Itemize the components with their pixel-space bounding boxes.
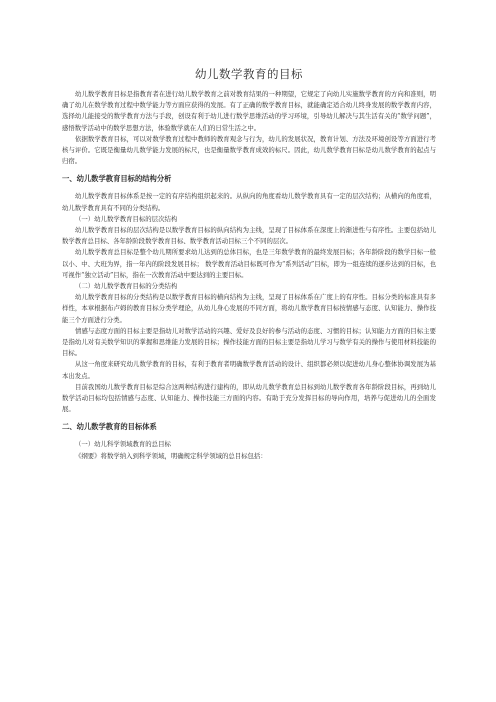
paragraph-evaluation: 依据数学教育目标，可以对数学教育过程中教师的教育观念与行为，幼儿的发展状况，教育计划、方法及环境创设等方面进行考核与评价。它既是衡量幼儿数学能力发展的标尺，也是衡量数学教育成效的标尺。因此，幼儿数学教育目标是幼儿数学教育的起点与归宿。: [62, 134, 436, 166]
subsection-heading-classification: （二）幼儿数学教育目标的分类结构: [75, 282, 178, 291]
subsection-heading-levels: （一）幼儿数学教育目标的层次结构: [75, 214, 178, 223]
paragraph-structure-overview: 幼儿数学教育目标体系是按一定的有序结构组织起来的。从纵向的角度看幼儿数学教育具有一定的层次结构；从横向的角度看，幼儿数学教育具有不同的分类结构。: [62, 192, 436, 212]
paragraph-current-system: 目前我国幼儿数学教育目标是综合这两种结构进行建构的，即从幼儿数学教育总目标到幼儿数学教育各年龄阶段目标，再到幼儿数学活动目标均包括情感与态度、认知能力、操作技能三方面的内容。有助于充分发挥目标的导向作用，培养与促进幼儿的全面发展。: [62, 382, 436, 414]
paragraph-three-aspects: 情感与态度方面的目标主要是指幼儿对数学活动的兴趣、爱好及良好的参与活动的态度、习惯的目标；认知能力方面的目标主要是指幼儿对有关数学知识的掌握和思维能力发展的目标；操作技能方面的目标主要是指幼儿学习与数学有关的操作与使用材料技能的目标。: [62, 326, 436, 358]
paragraph-outline: 《纲要》将数学纳入到科学领域，明确规定科学领域的总目标包括：: [75, 451, 267, 460]
paragraph-intro: 幼儿数学教育目标是指教育者在进行幼儿数学教育之前对教育结果的一种期望，它规定了向幼儿实施数学教育的方向和准则，明确了幼儿在数学教育过程中数学能力等方面应获得的发展。有了正确的数学教育目标，就能确定适合幼儿终身发展的数学教育内容，选择幼儿能接受的数学教育方法与手段，创设有利于幼儿进行数学思维活动的学习环境，引导幼儿解决与其生活有关的“数学问题”，感悟数学活动中的数学思想方法，体验数学就在人们的日常生活之中。: [62, 90, 436, 132]
section-heading-structure: 一、幼儿数学教育目标的结构分析: [62, 174, 172, 184]
paragraph-classification: 幼儿数学教育目标的分类结构是以数学教育目标的横向结构为主线，呈现了目标体系在广度上的有序性。目标分类的标准具有多样性，本章根据布卢姆的教育目标分类学理论，从幼儿身心发展的不同方面，将幼儿数学教育目标按情感与态度、认知能力、操作技能三个方面进行分类。: [62, 293, 436, 324]
paragraph-perspective: 从这一角度来研究幼儿数学教育的目标，有利于教育者明确数学教育活动的设计、组织都必须以促进幼儿身心整体协调发展为基本出发点。: [62, 360, 436, 380]
subsection-heading-science-goal: （一）幼儿科学领域教育的总目标: [75, 440, 171, 449]
document-title: 幼儿数学教育的目标: [195, 67, 303, 81]
section-heading-goal-system: 二、幼儿数学教育的目标体系: [62, 422, 157, 432]
paragraph-general-goal: 幼儿数学教育总目标是整个幼儿期所要求幼儿达到的总体目标，也是三年数学教育的最终发展目标；各年龄阶段的数学目标一般以小、中、大班为界，指一年内的阶段发展目标； 数学教育活动目标既可作为“系列活动”目标，即为一组连续的逐步达到的目标，也可视作“独立活动”目标，指在一次教育活动中要达到的主要目标。: [62, 248, 436, 279]
paragraph-levels: 幼儿数学教育目标的层次结构是以数学教育目标的纵向结构为主线，呈现了目标体系在深度上的渐进性与有序性。主要包括幼儿数学教育总目标、各年龄阶段数学教育目标、数学教育活动目标三个不同的层次。: [62, 226, 436, 246]
